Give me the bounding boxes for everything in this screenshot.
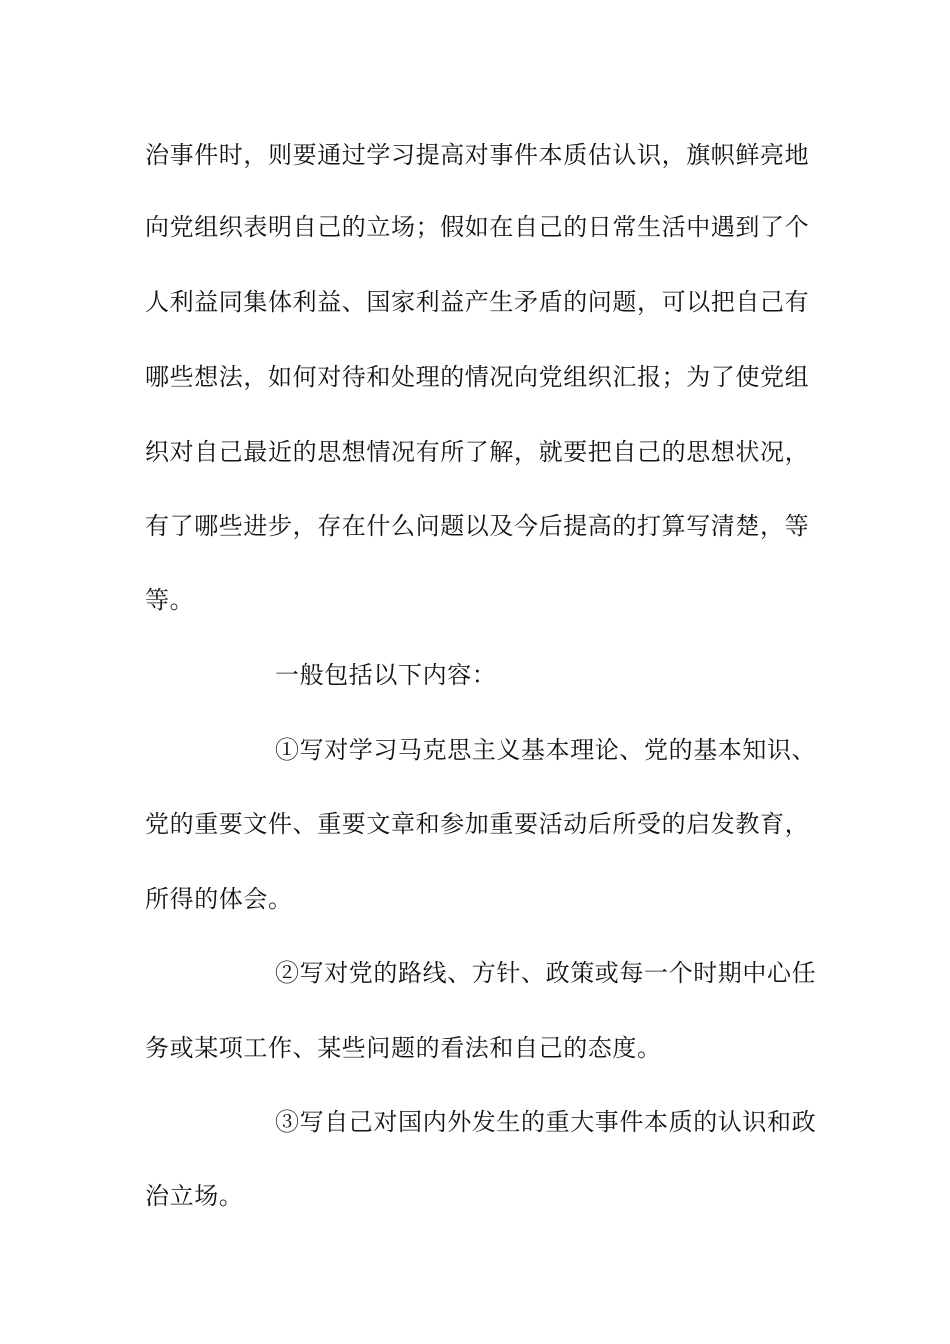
- list-item-1-line: 党的重要文件、重要文章和参加重要活动后所受的启发教育，: [145, 810, 810, 838]
- section-intro-line: 一般包括以下内容：: [275, 661, 497, 689]
- list-item-3-line: ③写自己对国内外发生的重大事件本质的认识和政: [275, 1108, 817, 1136]
- paragraph-line: 哪些想法，如何对待和处理的情况向党组织汇报；为了使党组: [145, 363, 810, 391]
- paragraph-line: 向党组织表明自己的立场；假如在自己的日常生活中遇到了个: [145, 213, 810, 241]
- paragraph-line: 织对自己最近的思想情况有所了解，就要把自己的思想状况，: [145, 438, 810, 466]
- list-item-1-line: 所得的体会。: [145, 885, 293, 913]
- list-item-2-line: ②写对党的路线、方针、政策或每一个时期中心任: [275, 959, 817, 987]
- paragraph-line: 治事件时，则要通过学习提高对事件本质估认识，旗帜鲜亮地: [145, 141, 810, 169]
- list-item-1-line: ①写对学习马克思主义基本理论、党的基本知识、: [275, 736, 817, 764]
- list-item-2-line: 务或某项工作、某些问题的看法和自己的态度。: [145, 1034, 662, 1062]
- list-item-3-line: 治立场。: [145, 1182, 244, 1210]
- paragraph-line: 人利益同集体利益、国家利益产生矛盾的问题，可以把自己有: [145, 288, 810, 316]
- paragraph-line: 等。: [145, 586, 195, 614]
- paragraph-line: 有了哪些进步，存在什么问题以及今后提高的打算写清楚，等: [145, 512, 810, 540]
